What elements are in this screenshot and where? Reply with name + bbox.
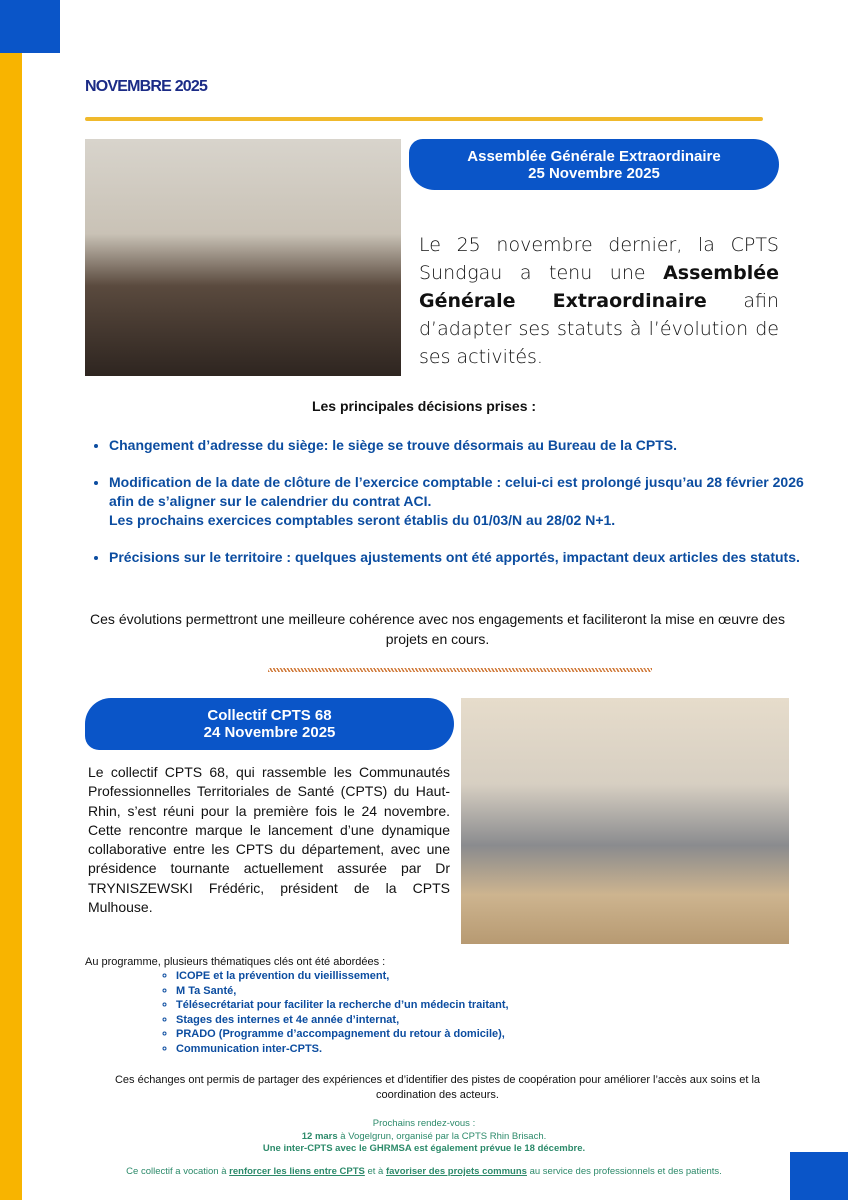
list-item [109, 436, 809, 455]
issue-month: NOVEMBRE 2025 [85, 78, 208, 95]
next-inter-cpts: Une inter-CPTS avec le GHRMSA est également prévue le 18 décembre. [262, 1143, 586, 1154]
voc-text: au service des professionnels et des patients. [526, 1166, 722, 1177]
collectif-body: Le collectif CPTS 68, qui rassemble les Communautés Professionnelles Territoriales de Santé (CPTS) du Haut-Rhin, s’est réuni pour la première fois le 24 novembre. Cette rencontre marque le lancement d’une dynamique collaborative entre les CPTS du département, avec une présidence tournante actuellement assurée par Dr TRYNISZEWSKI Frédéric, président de la CPTS Mulhouse. [88, 764, 450, 916]
next-meeting-2 [0, 1143, 848, 1156]
list-item: ◦ ICOPE et la prévention du vieillissement, [176, 969, 509, 984]
collectif-date: 24 Novembre 2025 [203, 724, 336, 741]
list-item: ◦ Télésecrétariat pour faciliter la recherche d’un médecin traitant, [176, 998, 509, 1013]
list-item: ◦ Stages des internes et 4e année d’internat, [176, 1013, 509, 1028]
decision-text: Précisions sur le territoire : quelques ajustements ont été apportés, impactant deux articles des statuts. [109, 549, 800, 565]
next-meeting-1 [0, 1131, 848, 1144]
next-title: Prochains rendez-vous : [372, 1118, 476, 1129]
collectif-title: Collectif CPTS 68 [207, 707, 332, 724]
program-list [160, 969, 509, 1057]
intro-bold: Assemblée Générale Extraordinaire [419, 262, 779, 312]
collectif-meeting-photo [461, 698, 789, 944]
list-item [109, 548, 809, 567]
decor-blue-square [0, 0, 60, 53]
decisions-title: Les principales décisions prises : [311, 398, 537, 414]
voc-emphasis-1: renforcer les liens entre CPTS [229, 1166, 365, 1177]
list-item: ◦ M Ta Santé, [176, 984, 509, 999]
intro-text: Le 25 novembre dernier, la CPTS Sundgau a tenu une [419, 234, 779, 284]
program-intro: Au programme, plusieurs thématiques clés ont été abordées : [85, 956, 386, 968]
list-item [109, 473, 809, 530]
age-meeting-photo [85, 139, 401, 376]
list-item: ◦ PRADO (Programme d’accompagnement du retour à domicile), [176, 1027, 509, 1042]
age-conclusion: Ces évolutions permettront une meilleure cohérence avec nos engagements et faciliteront la mise en œuvre des projets en cours. [90, 611, 785, 647]
voc-text: et à [364, 1166, 386, 1177]
age-intro [419, 231, 779, 371]
decisions-list [90, 436, 809, 585]
age-title: Assemblée Générale Extraordinaire [467, 147, 721, 165]
exchanges-text: Ces échanges ont permis de partager des expériences et d’identifier des pistes de coopération pour améliorer l’accès aux soins et la coordination des acteurs. [114, 1074, 761, 1101]
header-divider [85, 117, 763, 121]
next-date: 12 mars [301, 1130, 338, 1142]
age-title-banner [409, 139, 779, 190]
decision-text: Modification de la date de clôture de l’exercice comptable : celui-ci est prolongé jusqu’au 28 février 2026 afin de s’aligner sur le calendrier du contrat ACI. [109, 474, 804, 509]
next-place: à Vogelgrun, organisé par la CPTS Rhin Brisach. [337, 1130, 547, 1142]
intro-text-end: afin d’adapter ses statuts à l’évolution de ses activités. [419, 290, 779, 368]
voc-text: Ce collectif a vocation à [126, 1166, 230, 1177]
list-item: ◦ Communication inter-CPTS. [176, 1042, 509, 1057]
collectif-title-banner [85, 698, 454, 750]
decision-text-2: Les prochains exercices comptables seront établis du 01/03/N au 28/02 N+1. [109, 512, 616, 528]
voc-emphasis-2: favoriser des projets communs [385, 1166, 527, 1177]
decor-yellow-bar [0, 53, 22, 1200]
section-divider [268, 668, 652, 672]
next-meetings [0, 1118, 848, 1156]
decision-text: Changement d’adresse du siège: le siège se trouve désormais au Bureau de la CPTS. [109, 437, 677, 453]
vocation-text [0, 1166, 848, 1177]
age-date: 25 Novembre 2025 [528, 164, 660, 182]
